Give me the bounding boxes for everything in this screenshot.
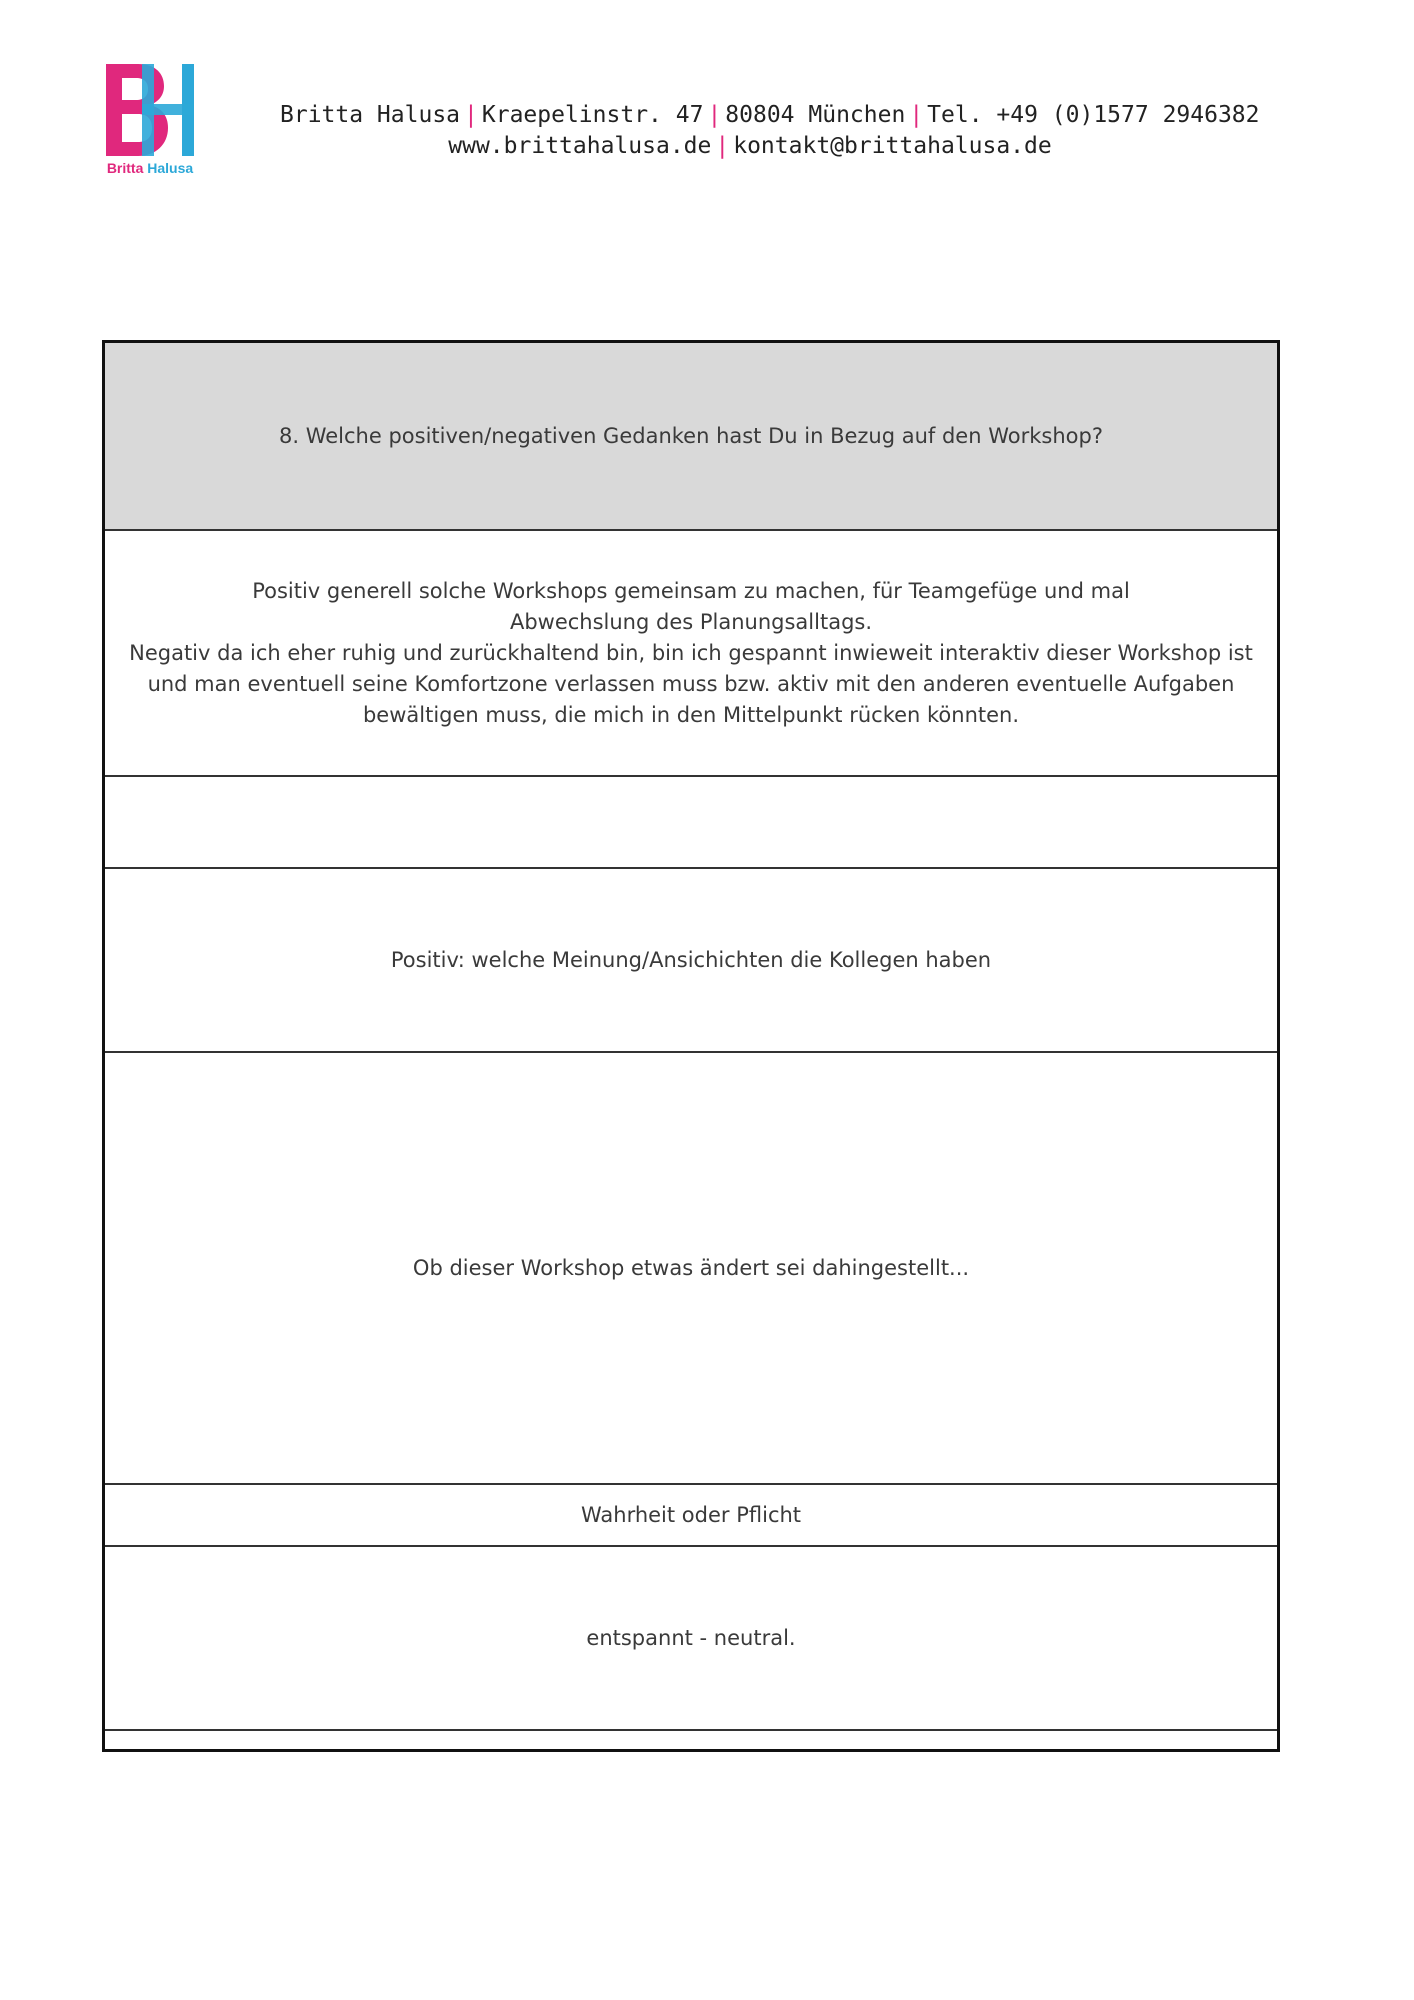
logo-first-name: Britta <box>106 160 144 176</box>
answer-text: Ob dieser Workshop etwas ändert sei dahingestellt... <box>412 1255 970 1280</box>
contact-email[interactable]: kontakt@brittahalusa.de <box>733 133 1052 159</box>
logo-last-name: Halusa <box>147 160 194 176</box>
answer-row-empty <box>105 777 1277 869</box>
answer-row <box>105 531 1277 777</box>
contact-line-1 <box>280 100 1260 131</box>
logo-name <box>102 160 198 176</box>
answer-text: entspannt - neutral. <box>586 1625 796 1650</box>
survey-table <box>102 340 1280 1752</box>
answer-negative-paragraph: Negativ da ich eher ruhig und zurückhaltend bin, bin ich gespannt inwieweit interaktiv dieser Workshop ist und man eventuell seine Komfortzone verlassen muss bzw. aktiv mit den anderen eventuelle Aufgaben bewältigen muss, die mich in den Mittelpunkt rücken könnten. <box>129 640 1253 727</box>
contact-website[interactable]: www.brittahalusa.de <box>448 133 712 159</box>
contact-line-2 <box>280 131 1220 162</box>
separator: | <box>464 102 478 128</box>
answer-row <box>105 1547 1277 1731</box>
question-header-row <box>105 343 1277 531</box>
answer-row <box>105 1485 1277 1547</box>
brand-logo <box>102 60 198 178</box>
contact-city: 80804 München <box>725 102 906 128</box>
answer-text: Wahrheit oder Pflicht <box>580 1502 802 1527</box>
contact-street: Kraepelinstr. 47 <box>481 102 704 128</box>
contact-phone: Tel. +49 (0)1577 2946382 <box>927 102 1260 128</box>
answer-row <box>105 869 1277 1053</box>
answer-row-empty <box>105 1731 1277 1749</box>
question-text: 8. Welche positiven/negativen Gedanken hast Du in Bezug auf den Workshop? <box>279 423 1103 448</box>
separator: | <box>909 102 924 128</box>
answer-text <box>117 576 1265 731</box>
separator: | <box>715 133 730 159</box>
contact-header <box>280 100 1260 162</box>
answer-row <box>105 1053 1277 1485</box>
contact-name: Britta Halusa <box>280 102 461 128</box>
answer-positive-paragraph: Positiv generell solche Workshops gemeinsam zu machen, für Teamgefüge und mal Abwechslung des Planungsalltags. <box>252 578 1130 634</box>
separator: | <box>707 102 722 128</box>
answer-text: Positiv: welche Meinung/Ansichichten die Kollegen haben <box>390 947 992 972</box>
bh-monogram-icon <box>102 60 198 160</box>
